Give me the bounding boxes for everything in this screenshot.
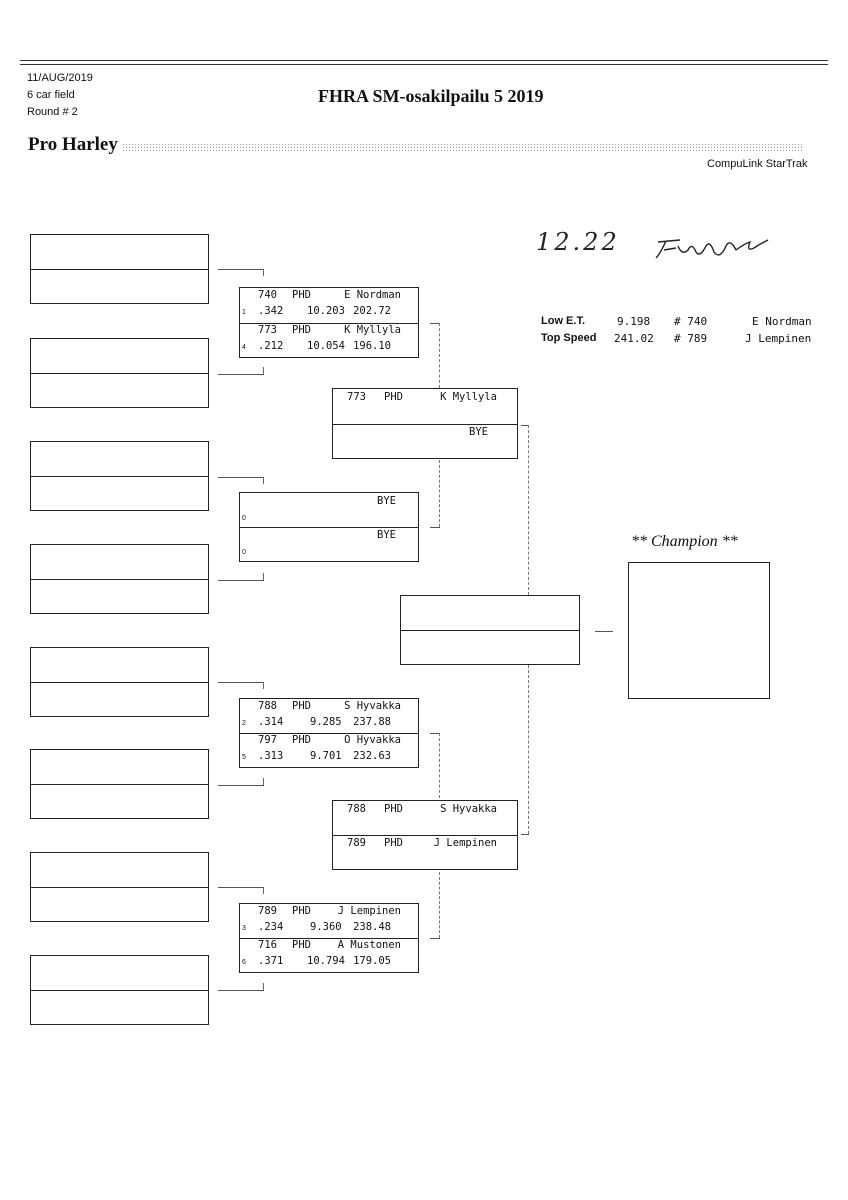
lane-top: [333, 389, 517, 425]
top-speed-car: # 789: [674, 332, 708, 345]
lane-bottom: [240, 733, 418, 767]
connector: [263, 682, 264, 689]
driver: E Nordman: [344, 289, 401, 301]
driver: K Myllyla: [440, 391, 497, 403]
handwritten-time: 12.22: [536, 228, 620, 256]
seed: 4: [242, 343, 246, 351]
car-number: 740: [258, 289, 277, 301]
connector: [439, 872, 440, 938]
category-title: Pro Harley: [28, 134, 118, 155]
connector: [263, 573, 264, 580]
driver: O Hyvakka: [344, 734, 401, 746]
car-number: 789: [258, 905, 277, 917]
class: PHD: [384, 803, 403, 815]
semifinal-2: [332, 800, 518, 870]
event-title: FHRA SM-osakilpailu 5 2019: [318, 86, 544, 106]
connector: [218, 477, 264, 478]
seed: 6: [242, 959, 246, 966]
speed: 202.72: [353, 305, 391, 317]
reaction-time: .314: [258, 716, 284, 728]
connector: [521, 834, 529, 835]
software-credit: CompuLink StarTrak: [707, 158, 808, 170]
driver: K Myllyla: [344, 323, 401, 336]
connector: [263, 269, 264, 276]
lane-bottom: [240, 323, 418, 358]
connector: [218, 374, 264, 375]
round2-match-1: [239, 287, 419, 358]
connector: [263, 887, 264, 894]
connector: [595, 631, 613, 632]
semifinal-1: [332, 388, 518, 459]
car-number: 716: [258, 939, 277, 951]
round1-box-8: [30, 955, 209, 1025]
round2-match-2: [239, 492, 419, 562]
round1-box-7: [30, 852, 209, 922]
category-fill-bar: [122, 143, 802, 153]
round1-box-3: [30, 441, 209, 511]
elapsed-time: 9.701: [310, 750, 342, 762]
round1-box-2: [30, 338, 209, 408]
elapsed-time: 10.054: [307, 339, 345, 352]
low-et-car: # 740: [674, 315, 708, 328]
class: PHD: [292, 939, 311, 951]
driver: J Lempinen: [433, 837, 497, 849]
champion-label: ** Champion **: [631, 533, 738, 550]
connector: [218, 887, 264, 888]
lane-bottom: [240, 527, 418, 561]
speed: 237.88: [353, 716, 391, 728]
connector: [263, 778, 264, 785]
lane-bottom: [333, 424, 517, 459]
car-number: 788: [347, 803, 366, 815]
lane-top: [240, 699, 418, 734]
class: PHD: [292, 905, 311, 917]
connector: [218, 580, 264, 581]
round1-slot: [31, 339, 208, 374]
final-match: [400, 595, 580, 665]
reaction-time: .234: [258, 921, 284, 933]
connector: [218, 785, 264, 786]
round1-box-4: [30, 544, 209, 614]
connector: [263, 477, 264, 484]
lane-top: [240, 288, 418, 324]
speed: 196.10: [353, 339, 391, 352]
car-number: 789: [347, 837, 366, 849]
class: PHD: [384, 391, 403, 403]
low-et-value: 9.198: [617, 315, 651, 328]
lane-top: [240, 493, 418, 528]
lane-top: [333, 801, 517, 836]
round1-slot: [31, 235, 208, 270]
top-speed-label: Top Speed: [541, 332, 597, 344]
class: PHD: [292, 700, 311, 712]
class: PHD: [292, 289, 311, 301]
seed: 3: [242, 925, 246, 932]
round1-slot: [31, 853, 208, 888]
driver: S Hyvakka: [344, 700, 401, 712]
driver: BYE: [377, 529, 396, 541]
reaction-time: .313: [258, 750, 284, 762]
signature: [650, 232, 780, 264]
elapsed-time: 10.794: [307, 955, 345, 967]
round1-slot: [31, 442, 208, 477]
driver: BYE: [377, 495, 396, 507]
connector: [528, 665, 529, 834]
lane-bottom: [333, 835, 517, 869]
connector: [218, 682, 264, 683]
reaction-time: .342: [258, 305, 284, 317]
connector: [218, 269, 264, 270]
seed: 5: [242, 754, 246, 761]
connector: [263, 983, 264, 990]
seed: 1: [242, 309, 246, 316]
elapsed-time: 9.360: [310, 921, 342, 933]
class: PHD: [292, 323, 311, 336]
seed: 2: [242, 720, 246, 727]
elapsed-time: 10.203: [307, 305, 345, 317]
connector: [528, 425, 529, 595]
driver: A Mustonen: [337, 939, 401, 951]
round2-match-4: [239, 903, 419, 973]
elapsed-time: 9.285: [310, 716, 342, 728]
round1-box-6: [30, 749, 209, 819]
top-speed-value: 241.02: [614, 332, 654, 345]
seed: 0: [242, 549, 246, 556]
lane-bottom: [240, 938, 418, 972]
round1-slot: [31, 648, 208, 683]
round-label: Round # 2: [27, 106, 78, 118]
round1-box-1: [30, 234, 209, 304]
car-number: 773: [258, 323, 277, 336]
top-rule: [20, 60, 828, 61]
top-rule-2: [20, 64, 828, 65]
champion-box: [628, 562, 770, 699]
connector: [218, 990, 264, 991]
lane-top: [240, 904, 418, 939]
round1-slot: [31, 545, 208, 580]
round1-slot: [31, 956, 208, 991]
date: 11/AUG/2019: [27, 72, 93, 84]
connector: [430, 527, 440, 528]
seed: 0: [242, 515, 246, 522]
round2-match-3: [239, 698, 419, 768]
class: PHD: [292, 734, 311, 746]
driver: BYE: [469, 425, 488, 438]
driver: J Lempinen: [337, 905, 401, 917]
low-et-label: Low E.T.: [541, 315, 585, 327]
car-field-count: 6 car field: [27, 89, 75, 101]
car-number: 797: [258, 734, 277, 746]
car-number: 773: [347, 391, 366, 403]
top-speed-driver: J Lempinen: [745, 332, 812, 345]
speed: 238.48: [353, 921, 391, 933]
speed: 179.05: [353, 955, 391, 967]
connector: [439, 460, 440, 527]
round1-slot: [31, 750, 208, 785]
driver: S Hyvakka: [440, 803, 497, 815]
lane-top: [401, 596, 579, 631]
reaction-time: .371: [258, 955, 284, 967]
car-number: 788: [258, 700, 277, 712]
connector: [439, 323, 440, 388]
speed: 232.63: [353, 750, 391, 762]
low-et-driver: E Nordman: [752, 315, 812, 328]
class: PHD: [384, 837, 403, 849]
round1-box-5: [30, 647, 209, 717]
connector: [263, 367, 264, 374]
reaction-time: .212: [258, 339, 284, 352]
connector: [430, 938, 440, 939]
connector: [439, 733, 440, 798]
